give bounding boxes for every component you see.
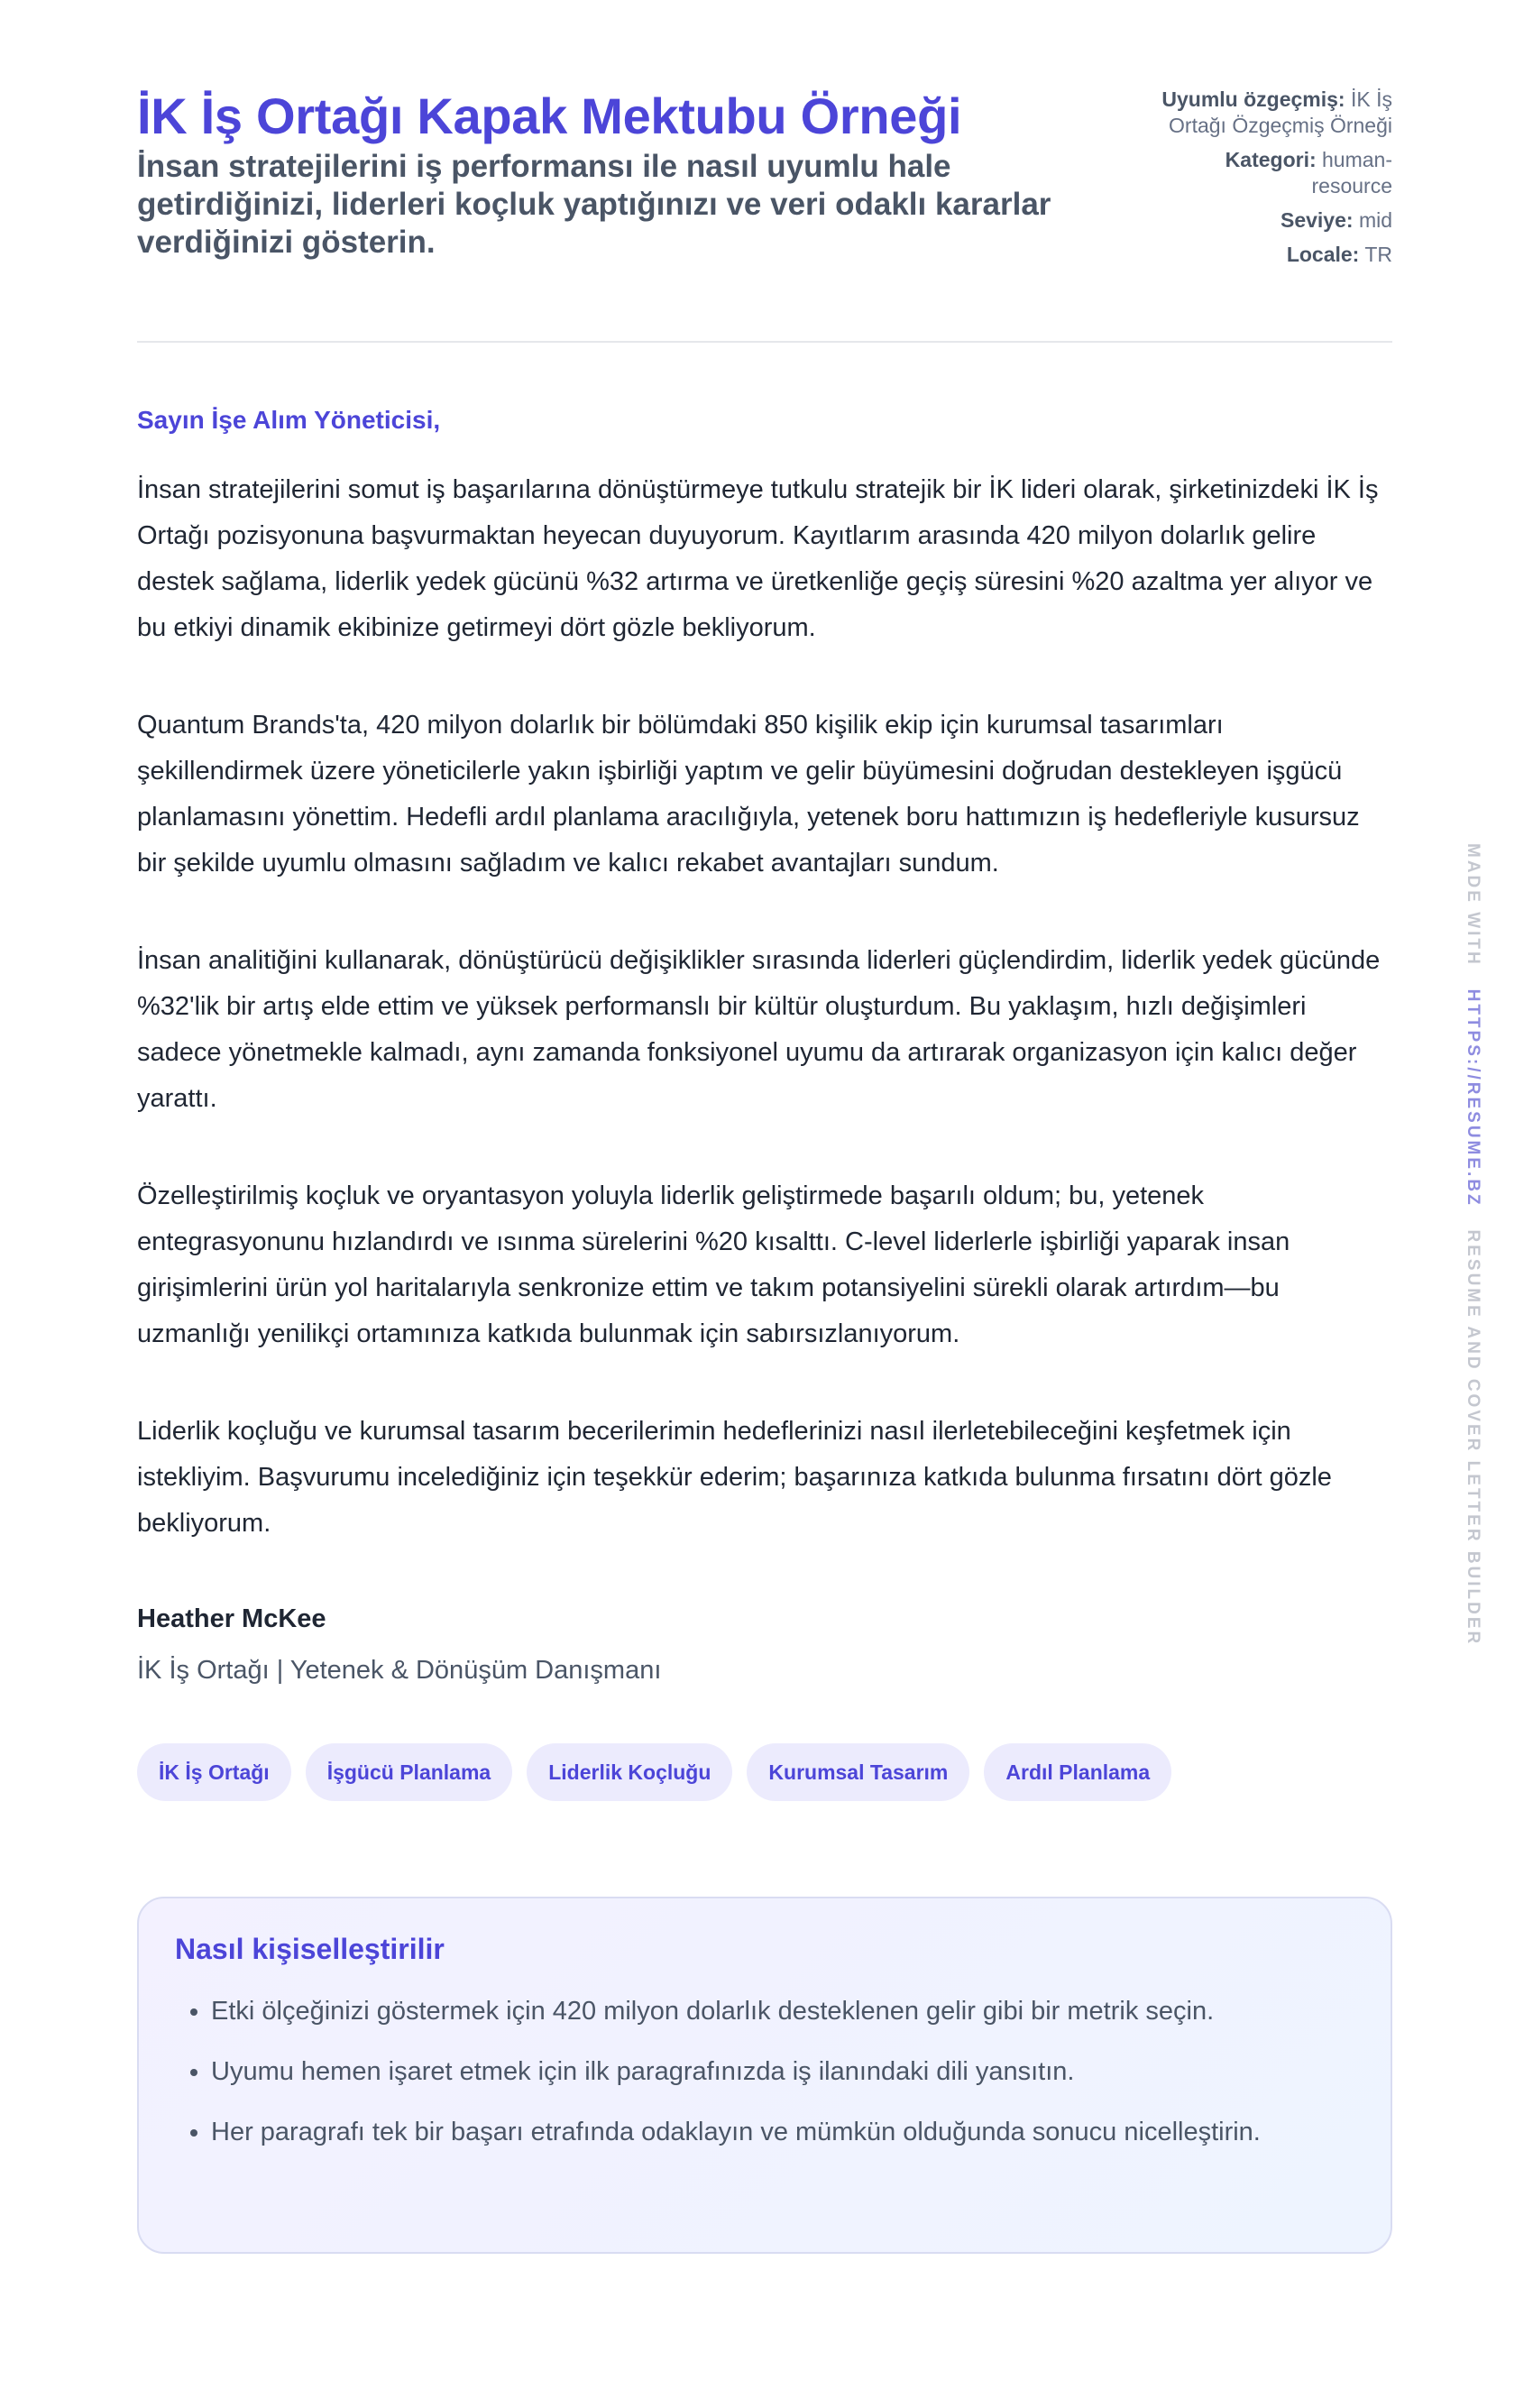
made-with-credit <box>1463 843 1483 1646</box>
meta-level-label: Seviye: <box>1280 208 1354 232</box>
letter-signature <box>137 1604 1392 1686</box>
cover-letter-page <box>137 0 1392 2254</box>
credit-suffix: RESUME AND COVER LETTER BUILDER <box>1464 1229 1483 1647</box>
page-header <box>137 0 1392 343</box>
meta-resume <box>1158 87 1392 139</box>
tag-chip[interactable]: Ardıl Planlama <box>984 1743 1171 1801</box>
tag-chip[interactable]: İK İş Ortağı <box>137 1743 291 1801</box>
meta-locale-value: TR <box>1364 243 1392 266</box>
meta-locale <box>1158 242 1392 268</box>
meta-category <box>1158 147 1392 199</box>
tip-item: • Etki ölçeğinizi göstermek için 420 milyon dolarlık desteklenen gelir gibi bir metrik seçin. <box>211 1989 1354 2035</box>
meta-locale-label: Locale: <box>1286 243 1360 266</box>
letter-paragraph: Liderlik koçluğu ve kurumsal tasarım becerilerimin hedeflerinizi nasıl ilerletebileceğini keşfetmek için istekliyim. Başvurumu incelediğiniz için teşekkür ederim; başarınıza katkıda bulunma fırsatını dört gözle bekliyorum. <box>137 1417 1332 1538</box>
tag-chip[interactable]: Kurumsal Tasarım <box>747 1743 969 1801</box>
tip-item: • Uyumu hemen işaret etmek için ilk paragrafınızda iş ilanındaki dili yansıtın. <box>211 2049 1354 2095</box>
page-title: İK İş Ortağı Kapak Mektubu Örneği <box>137 87 962 144</box>
credit-link[interactable]: HTTPS://RESUME.BZ <box>1464 988 1483 1208</box>
tips-list <box>175 1989 1354 2155</box>
credit-prefix: MADE WITH <box>1464 843 1483 967</box>
letter-salutation: Sayın İşe Alım Yöneticisi, <box>137 406 441 434</box>
tips-title: Nasıl kişiselleştirilir <box>175 1933 445 1965</box>
letter-paragraph: Özelleştirilmiş koçluk ve oryantasyon yoluyla liderlik geliştirmede başarılı oldum; bu, yetenek entegrasyonunu hızlandırdı ve ısınma sürelerini %20 kısalttı. C-level liderlerle işbirliği yaparak insan girişimlerini ürün yol haritalarıyla senkronize ettim ve takım potansiyelini sürekli olarak artırdım—bu uzmanlığı yenilikçi ortamınıza katkıda bulunmak için sabırsızlanıyorum. <box>137 1181 1290 1348</box>
meta-resume-value[interactable]: İK İş Ortağı Özgeçmiş Örneği <box>1169 87 1392 137</box>
meta-level-value: mid <box>1358 208 1392 232</box>
meta-panel <box>1158 87 1392 276</box>
page-subtitle: İnsan stratejilerini iş performansı ile nasıl uyumlu hale getirdiğinizi, liderleri koçluk yaptığınızı ve veri odaklı kararlar verdiğinizi gösterin. <box>137 149 1051 260</box>
personalization-tips-box <box>137 1897 1392 2254</box>
tag-chip[interactable]: İşgücü Planlama <box>306 1743 513 1801</box>
meta-category-label: Kategori: <box>1225 148 1317 171</box>
letter-paragraph: Quantum Brands'ta, 420 milyon dolarlık bir bölümdaki 850 kişilik ekip için kurumsal tasarımları şekillendirmek üzere yöneticilerle yakın işbirliği yaptım ve gelir büyümesini doğrudan destekleyen işgücü planlamasını yönettim. Hedefli ardıl planlama aracılığıyla, yetenek boru hattımızın iş hedefleriyle kusursuz bir şekilde uyumlu olmasını sağladım ve kalıcı rekabet avantajları sundum. <box>137 711 1360 878</box>
tag-chip[interactable]: Liderlik Koçluğu <box>527 1743 732 1801</box>
signature-name: Heather McKee <box>137 1604 326 1633</box>
tip-item: • Her paragrafı tek bir başarı etrafında odaklayın ve mümkün olduğunda sonucu nicelleştirin. <box>211 2109 1354 2155</box>
meta-level <box>1158 207 1392 234</box>
letter-paragraph: İnsan analitiğini kullanarak, dönüştürücü değişiklikler sırasında liderleri güçlendirdim, liderlik yedek gücünde %32'lik bir artış elde ettim ve yüksek performanslı bir kültür oluşturdum. Bu yaklaşım, hızlı değişimleri sadece yönetmekle kalmadı, aynı zamanda fonksiyonel uyumu da artırarak organizasyon için kalıcı değer yarattı. <box>137 946 1381 1113</box>
letter-body <box>137 467 1392 1547</box>
meta-category-value: human-resource <box>1311 148 1392 198</box>
tag-list <box>137 1743 1392 1801</box>
meta-resume-label: Uyumlu özgeçmiş: <box>1161 87 1345 111</box>
signature-title: İK İş Ortağı | Yetenek & Dönüşüm Danışmanı <box>137 1656 662 1685</box>
letter-paragraph: İnsan stratejilerini somut iş başarılarına dönüştürmeye tutkulu stratejik bir İK lideri olarak, şirketinizdeki İK İş Ortağı pozisyonuna başvurmaktan heyecan duyuyorum. Kayıtlarım arasında 420 milyon dolarlık gelire destek sağlama, liderlik yedek gücünü %32 artırma ve üretkenliğe geçiş süresini %20 azaltma yer alıyor ve bu etkiyi dinamik ekibinize getirmeyi dört gözle bekliyorum. <box>137 475 1379 642</box>
